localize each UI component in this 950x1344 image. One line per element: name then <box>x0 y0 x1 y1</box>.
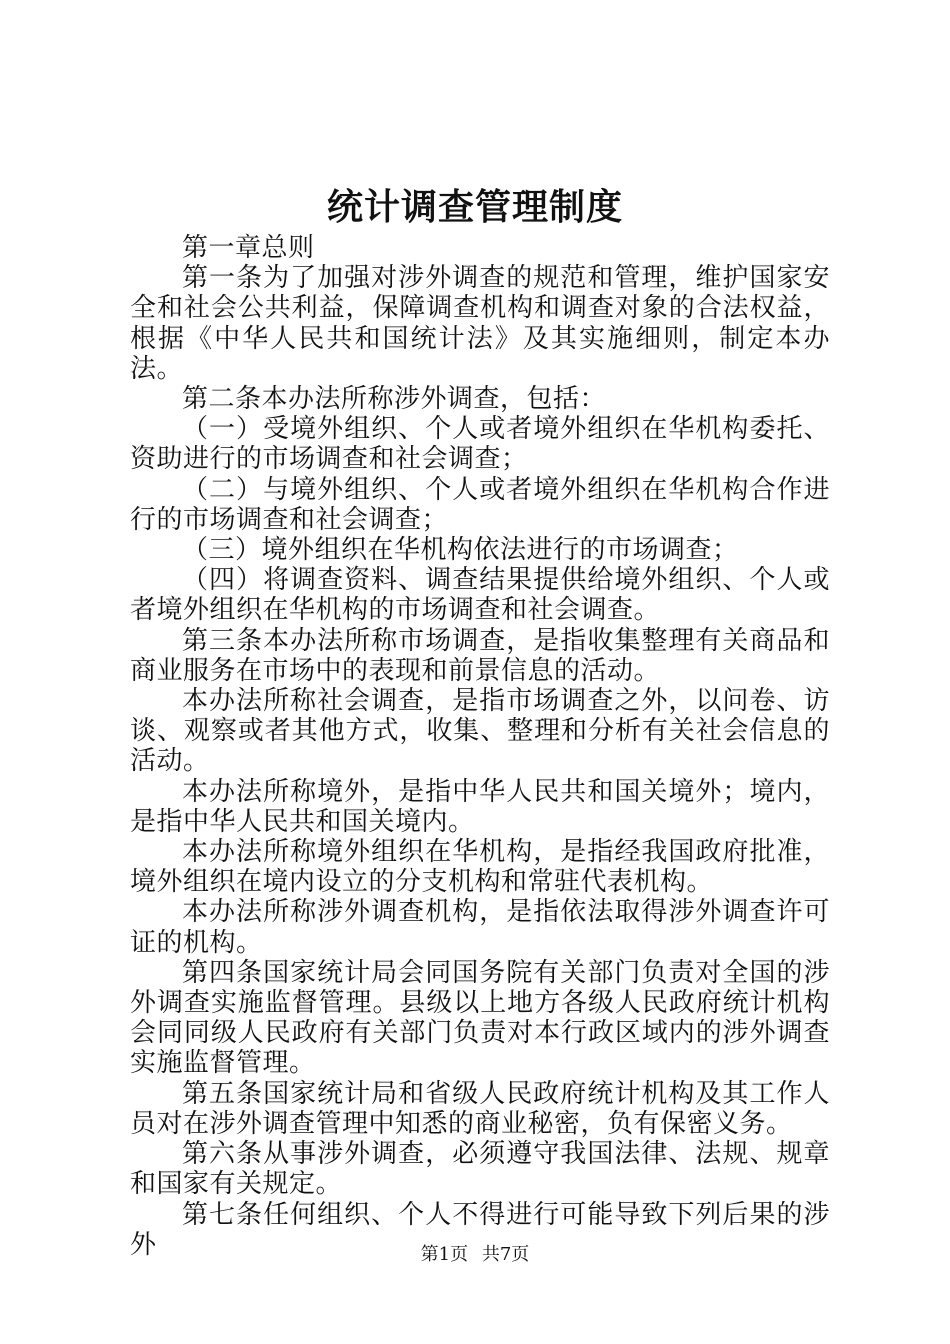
paragraph: 本办法所称境外，是指中华人民共和国关境外；境内，是指中华人民共和国关境内。 <box>130 776 830 837</box>
document-body <box>130 233 830 1260</box>
chapter-heading: 第一章总则 <box>182 233 315 263</box>
paragraph: 本办法所称涉外调查机构，是指依法取得涉外调查许可证的机构。 <box>130 897 830 958</box>
paragraph: 本办法所称境外组织在华机构，是指经我国政府批准，境外组织在境内设立的分支机构和常驻代表机构。 <box>130 837 830 898</box>
paragraph: 第七条任何组织、个人不得进行可能导致下列后果的涉外 <box>130 1199 830 1260</box>
page-total: 共7页 <box>481 1244 530 1265</box>
page-footer <box>0 1243 950 1267</box>
paragraph: （三）境外组织在华机构依法进行的市场调查； <box>182 535 739 566</box>
page-number: 第1页 <box>420 1244 469 1265</box>
paragraph: 第二条本办法所称涉外调查，包括： <box>182 384 607 415</box>
paragraph: 第四条国家统计局会同国务院有关部门负责对全国的涉外调查实施监督管理。县级以上地方各级人民政府统计机构会同同级人民政府有关部门负责对本行政区域内的涉外调查实施监督管理。 <box>130 957 830 1079</box>
paragraph: 第一条为了加强对涉外调查的规范和管理，维护国家安全和社会公共利益，保障调查机构和调查对象的合法权益，根据《中华人民共和国统计法》及其实施细则，制定本办法。 <box>130 263 830 384</box>
paragraph: （二）与境外组织、个人或者境外组织在华机构合作进行的市场调查和社会调查； <box>130 474 830 535</box>
paragraph: （四）将调查资料、调查结果提供给境外组织、个人或者境外组织在华机构的市场调查和社会调查。 <box>130 565 830 626</box>
paragraph: （一）受境外组织、个人或者境外组织在华机构委托、资助进行的市场调查和社会调查； <box>130 414 830 475</box>
paragraph: 第三条本办法所称市场调查，是指收集整理有关商品和商业服务在市场中的表现和前景信息的活动。 <box>130 625 830 686</box>
paragraph: 第五条国家统计局和省级人民政府统计机构及其工作人员对在涉外调查管理中知悉的商业秘密，负有保密义务。 <box>130 1078 830 1139</box>
document-title: 统计调查管理制度 <box>326 186 623 228</box>
paragraph: 本办法所称社会调查，是指市场调查之外，以问卷、访谈、观察或者其他方式，收集、整理和分析有关社会信息的活动。 <box>130 686 830 777</box>
paragraph: 第六条从事涉外调查，必须遵守我国法律、法规、规章和国家有关规定。 <box>130 1139 830 1200</box>
